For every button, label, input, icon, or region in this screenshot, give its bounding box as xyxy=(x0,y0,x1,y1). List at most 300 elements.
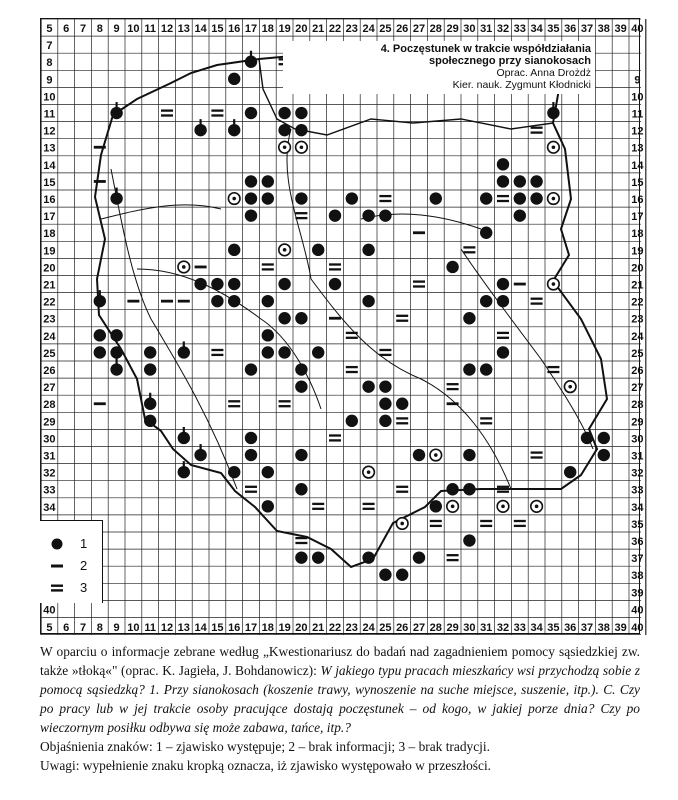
map-author: Oprac. Anna Drożdż xyxy=(496,67,591,79)
marker-eq xyxy=(396,417,408,424)
tick-mark xyxy=(183,341,185,347)
marker-ring xyxy=(548,278,560,290)
col-label-top: 12 xyxy=(160,23,174,35)
dot-icon xyxy=(396,398,408,410)
col-label-top: 30 xyxy=(463,23,476,35)
col-label-top: 13 xyxy=(177,23,190,35)
dot-icon xyxy=(312,244,324,256)
dot-icon xyxy=(194,124,206,136)
caption-remarks: Uwagi: wypełnienie znaku kropką oznacza, iż zjawisko występowało w przeszłości. xyxy=(40,758,492,773)
double-dash-icon xyxy=(396,417,408,419)
marker-eq xyxy=(363,503,375,510)
row-label-left: 30 xyxy=(43,433,56,446)
double-dash-icon xyxy=(346,366,358,368)
row-label-right: 36 xyxy=(631,536,644,548)
row-label-left: 26 xyxy=(43,365,56,377)
col-label-top: 14 xyxy=(194,23,207,35)
marker-dot xyxy=(262,500,274,512)
dot-icon xyxy=(362,244,374,256)
col-label-top: 22 xyxy=(328,23,342,35)
ring-center-dot xyxy=(501,505,505,509)
dot-icon xyxy=(379,209,391,221)
col-label-top: 7 xyxy=(79,23,87,35)
marker-dot xyxy=(446,261,458,273)
marker-dot xyxy=(245,175,257,187)
col-label-bottom: 34 xyxy=(530,622,543,634)
marker-eq xyxy=(396,486,408,493)
marker-ring xyxy=(564,381,576,393)
col-label-top: 37 xyxy=(580,23,594,35)
row-label-right: 26 xyxy=(631,365,644,377)
col-label-bottom: 33 xyxy=(513,622,526,634)
marker-eq xyxy=(228,400,240,407)
marker-dot xyxy=(362,295,374,307)
double-dash-icon xyxy=(531,298,543,300)
tick-mark xyxy=(183,461,185,467)
caption-intro: W oparciu o informacje zebrane według „Kwestionariusz do badań nad zagadnieniem pomocy sąsiedzkiej zw. także »tłoką«" (oprac. K. Jagieła, J. Bohdanowicz): xyxy=(40,644,640,678)
marker-dot xyxy=(598,449,610,461)
ring-center-dot xyxy=(552,282,556,286)
marker-dot xyxy=(278,312,290,324)
double-dash-icon xyxy=(379,200,391,202)
double-dash-icon xyxy=(295,542,307,544)
ring-center-dot xyxy=(283,145,287,149)
dot-icon xyxy=(178,432,190,444)
dot-icon xyxy=(362,209,374,221)
marker-dash xyxy=(161,300,173,303)
row-label-left: 19 xyxy=(43,245,56,258)
marker-dot xyxy=(362,551,374,563)
dot-icon xyxy=(262,192,274,204)
dash-icon xyxy=(178,300,190,303)
col-label-top: 32 xyxy=(496,23,510,35)
ring-center-dot xyxy=(552,145,556,149)
marker-dot xyxy=(211,278,223,290)
dot-icon xyxy=(262,329,274,341)
tick-mark xyxy=(116,102,118,108)
row-label-right: 18 xyxy=(631,228,644,241)
map-frame xyxy=(40,18,644,634)
marker-dash xyxy=(94,402,106,405)
legend-item-no-info xyxy=(50,557,100,575)
dash-icon xyxy=(94,146,106,149)
marker-dash xyxy=(514,283,526,286)
row-label-left: 21 xyxy=(43,279,56,292)
dot-icon xyxy=(245,449,257,461)
col-label-top: 19 xyxy=(278,23,291,35)
double-dash-icon xyxy=(413,280,425,282)
dot-icon xyxy=(329,209,341,221)
marker-eq xyxy=(329,434,341,441)
marker-dot xyxy=(362,380,374,392)
double-dash-icon xyxy=(430,525,442,527)
row-label-left: 18 xyxy=(43,228,56,241)
marker-eq xyxy=(211,109,223,116)
marker-dot xyxy=(497,278,509,290)
river-warta xyxy=(137,269,321,409)
marker-eq xyxy=(447,554,459,561)
double-dash-icon xyxy=(531,456,543,458)
col-label-top: 24 xyxy=(362,23,375,35)
col-label-bottom: 35 xyxy=(547,622,560,634)
double-dash-icon xyxy=(245,491,257,493)
dot-icon xyxy=(514,192,526,204)
col-label-top: 35 xyxy=(547,23,560,35)
dot-icon xyxy=(497,346,509,358)
marker-dot xyxy=(463,449,475,461)
marker-dot xyxy=(295,107,307,119)
double-dash-icon xyxy=(480,417,492,419)
col-label-top: 34 xyxy=(530,23,543,35)
marker-eq xyxy=(430,520,442,527)
river-oder xyxy=(111,169,237,489)
double-dash-icon xyxy=(480,422,492,424)
col-label-bottom: 29 xyxy=(446,622,459,634)
marker-dot xyxy=(396,569,408,581)
col-label-bottom: 18 xyxy=(261,622,274,634)
row-label-right: 14 xyxy=(631,159,644,172)
dot-icon xyxy=(110,192,122,204)
row-label-left: 31 xyxy=(43,450,56,463)
dot-icon xyxy=(480,227,492,239)
col-label-top: 9 xyxy=(113,23,120,35)
col-label-bottom: 16 xyxy=(228,622,241,634)
marker-dot xyxy=(362,209,374,221)
marker-dash xyxy=(94,180,106,183)
row-label-right: 16 xyxy=(631,194,644,206)
col-label-bottom: 20 xyxy=(295,622,308,634)
dot-icon xyxy=(497,278,509,290)
dot-icon xyxy=(245,363,257,375)
dot-icon xyxy=(228,466,240,478)
dash-icon xyxy=(447,402,459,405)
marker-eq xyxy=(531,127,543,134)
dot-icon xyxy=(278,278,290,290)
ring-center-dot xyxy=(400,522,404,526)
tick-mark xyxy=(116,188,118,194)
dot-icon xyxy=(262,295,274,307)
row-label-left: 23 xyxy=(43,313,56,326)
double-dash-icon xyxy=(497,200,509,202)
double-dash-icon xyxy=(262,268,274,270)
row-label-left: 9 xyxy=(46,74,53,87)
marker-dot xyxy=(379,398,391,410)
double-dash-icon xyxy=(211,354,223,356)
tick-mark xyxy=(200,444,202,450)
marker-dot xyxy=(480,227,492,239)
row-label-left: 34 xyxy=(43,501,56,514)
marker-dash xyxy=(195,266,207,269)
double-dash-icon xyxy=(279,405,291,407)
double-dash-icon xyxy=(497,486,509,488)
row-label-right: 22 xyxy=(631,296,644,309)
map-caption xyxy=(40,642,640,775)
dot-icon xyxy=(514,209,526,221)
dot-icon xyxy=(211,278,223,290)
dot-icon xyxy=(312,346,324,358)
marker-dash xyxy=(94,146,106,149)
col-label-bottom: 22 xyxy=(328,622,342,634)
dot-icon xyxy=(497,175,509,187)
map-title: 4. Poczęstunek w trakcie współdziałania xyxy=(380,43,591,55)
dot-icon xyxy=(413,449,425,461)
double-dash-icon xyxy=(430,520,442,522)
marker-dot xyxy=(514,209,526,221)
dot-icon xyxy=(278,124,290,136)
row-label-left: 14 xyxy=(43,159,56,172)
marker-dot xyxy=(295,124,307,136)
marker-dot xyxy=(228,466,240,478)
row-label-right: 24 xyxy=(631,330,644,343)
marker-dot xyxy=(295,483,307,495)
col-label-top: 23 xyxy=(345,23,358,35)
marker-ring xyxy=(279,141,291,153)
ring-center-dot xyxy=(232,197,236,201)
marker-dot xyxy=(278,124,290,136)
col-label-bottom: 30 xyxy=(463,622,476,634)
col-label-top: 40 xyxy=(631,23,644,35)
double-dash-icon xyxy=(346,337,358,339)
marker-ring xyxy=(363,466,375,478)
caption-legend-explanation: Objaśnienia znaków: 1 – zjawisko występuje; 2 – brak informacji; 3 – brak tradycji. xyxy=(40,739,490,754)
marker-eq xyxy=(329,263,341,270)
marker-eq xyxy=(379,195,391,202)
marker-dot xyxy=(497,295,509,307)
dash-icon xyxy=(329,317,341,320)
dot-icon xyxy=(278,346,290,358)
dash-icon xyxy=(514,283,526,286)
dot-icon xyxy=(245,192,257,204)
dot-icon xyxy=(463,363,475,375)
dash-icon xyxy=(94,402,106,405)
col-label-top: 33 xyxy=(513,23,526,35)
dot-icon xyxy=(396,569,408,581)
row-label-right: 40 xyxy=(631,604,644,617)
col-label-bottom: 24 xyxy=(362,622,375,634)
dot-icon xyxy=(362,380,374,392)
double-dash-icon xyxy=(363,503,375,505)
marker-eq xyxy=(531,451,543,458)
dot-icon xyxy=(245,209,257,221)
caption-paragraph xyxy=(40,642,640,737)
marker-dot xyxy=(228,278,240,290)
col-label-top: 5 xyxy=(46,23,53,35)
row-label-right: 31 xyxy=(631,450,644,463)
dot-icon xyxy=(295,483,307,495)
dot-icon xyxy=(295,124,307,136)
marker-dot xyxy=(295,380,307,392)
row-label-left: 27 xyxy=(43,382,56,395)
col-label-top: 15 xyxy=(211,23,224,35)
marker-dot xyxy=(497,175,509,187)
dot-icon xyxy=(110,107,122,119)
row-label-right: 35 xyxy=(631,518,644,531)
double-dash-icon xyxy=(50,582,66,594)
marker-dot xyxy=(329,278,341,290)
marker-dot xyxy=(530,175,542,187)
col-label-top: 38 xyxy=(597,23,610,35)
double-dash-icon xyxy=(329,268,341,270)
dash-icon xyxy=(413,231,425,234)
row-label-right: 11 xyxy=(631,108,644,121)
ring-center-dot xyxy=(568,385,572,389)
dot-icon xyxy=(463,449,475,461)
marker-dot xyxy=(530,192,542,204)
double-dash-icon xyxy=(413,285,425,287)
dot-icon xyxy=(262,175,274,187)
dot-icon xyxy=(446,483,458,495)
marker-dot xyxy=(262,175,274,187)
dot-icon xyxy=(245,56,257,68)
col-label-top: 6 xyxy=(63,23,70,35)
row-label-right: 9 xyxy=(634,74,641,87)
double-dash-icon xyxy=(463,246,475,248)
dot-icon xyxy=(598,449,610,461)
ring-center-dot xyxy=(283,248,287,252)
row-label-right: 30 xyxy=(631,433,644,446)
double-dash-icon xyxy=(295,537,307,539)
dot-icon xyxy=(312,551,324,563)
dot-icon xyxy=(295,449,307,461)
marker-dot xyxy=(564,466,576,478)
marker-dot xyxy=(295,192,307,204)
dot-icon xyxy=(480,295,492,307)
dot-icon xyxy=(262,466,274,478)
marker-dot xyxy=(245,107,257,119)
marker-dash xyxy=(329,317,341,320)
row-label-left: 33 xyxy=(43,484,56,497)
row-label-left: 40 xyxy=(43,604,56,617)
marker-dot xyxy=(245,363,257,375)
map-title-line2: społecznego przy sianokosach xyxy=(429,55,591,67)
double-dash-icon xyxy=(497,491,509,493)
ring-center-dot xyxy=(300,145,304,149)
double-dash-icon xyxy=(262,263,274,265)
col-label-top: 27 xyxy=(412,23,426,35)
double-dash-icon xyxy=(514,525,526,527)
legend-label: 1 xyxy=(80,536,88,551)
row-label-left: 32 xyxy=(43,467,56,480)
marker-ring xyxy=(178,261,190,273)
col-label-top: 21 xyxy=(312,23,325,35)
row-label-left: 28 xyxy=(43,399,56,412)
col-label-bottom: 19 xyxy=(278,622,291,634)
marker-ring xyxy=(548,141,560,153)
col-label-bottom: 25 xyxy=(379,622,392,634)
marker-dot xyxy=(262,295,274,307)
marker-eq xyxy=(295,537,307,544)
col-label-bottom: 26 xyxy=(396,622,409,634)
marker-dot xyxy=(480,192,492,204)
double-dash-icon xyxy=(531,302,543,304)
double-dash-icon xyxy=(497,195,509,197)
country-border xyxy=(95,55,607,567)
double-dash-icon xyxy=(497,332,509,334)
dot-icon xyxy=(463,483,475,495)
double-dash-icon xyxy=(463,251,475,253)
dot-icon xyxy=(144,415,156,427)
marker-ring xyxy=(279,244,291,256)
legend xyxy=(40,520,103,603)
row-label-right: 21 xyxy=(631,279,644,292)
marker-dash xyxy=(127,300,139,303)
col-label-bottom: 32 xyxy=(496,622,510,634)
marker-eq xyxy=(447,383,459,390)
dot-icon xyxy=(430,192,442,204)
col-label-bottom: 11 xyxy=(144,622,157,634)
marker-eq xyxy=(514,520,526,527)
marker-dot xyxy=(463,483,475,495)
row-label-right: 37 xyxy=(631,553,644,566)
tick-mark xyxy=(552,102,554,108)
marker-dot xyxy=(262,192,274,204)
row-label-left: 13 xyxy=(43,142,56,155)
double-dash-icon xyxy=(295,212,307,214)
marker-eq xyxy=(497,332,509,339)
marker-dot xyxy=(463,534,475,546)
marker-ring xyxy=(228,193,240,205)
dot-icon xyxy=(295,380,307,392)
double-dash-icon xyxy=(497,337,509,339)
dot-icon xyxy=(211,295,223,307)
dot-icon xyxy=(295,107,307,119)
col-label-bottom: 31 xyxy=(480,622,493,634)
col-label-bottom: 10 xyxy=(127,622,140,634)
double-dash-icon xyxy=(531,127,543,129)
col-label-bottom: 17 xyxy=(244,622,258,634)
marker-dot xyxy=(144,415,156,427)
marker-eq xyxy=(547,366,559,373)
marker-dash xyxy=(447,402,459,405)
marker-dot xyxy=(110,329,122,341)
marker-dot xyxy=(245,449,257,461)
double-dash-icon xyxy=(396,422,408,424)
dot-icon xyxy=(262,346,274,358)
double-dash-icon xyxy=(547,366,559,368)
row-label-right: 19 xyxy=(631,245,644,258)
tick-mark xyxy=(99,290,101,296)
col-label-bottom: 23 xyxy=(345,622,358,634)
double-dash-icon xyxy=(396,491,408,493)
col-label-bottom: 39 xyxy=(614,622,627,634)
row-label-left: 15 xyxy=(43,176,56,189)
col-label-top: 20 xyxy=(295,23,308,35)
marker-ring xyxy=(497,501,509,513)
marker-dot xyxy=(396,398,408,410)
marker-ring xyxy=(447,501,459,513)
col-label-bottom: 28 xyxy=(429,622,442,634)
marker-dot xyxy=(430,192,442,204)
marker-dot xyxy=(581,432,593,444)
grid-map xyxy=(41,19,644,635)
ring-center-dot xyxy=(182,265,186,269)
marker-dot xyxy=(262,466,274,478)
col-label-top: 36 xyxy=(564,23,577,35)
marker-dot xyxy=(413,551,425,563)
marker-dot xyxy=(228,73,240,85)
dot-icon xyxy=(379,398,391,410)
col-label-bottom: 5 xyxy=(46,622,53,634)
dot-icon xyxy=(178,346,190,358)
marker-ring xyxy=(531,501,543,513)
marker-dot xyxy=(194,278,206,290)
double-dash-icon xyxy=(396,486,408,488)
row-label-right: 10 xyxy=(631,91,644,104)
dash-icon xyxy=(161,300,173,303)
double-dash-icon xyxy=(531,131,543,133)
dot-icon xyxy=(110,363,122,375)
col-label-bottom: 12 xyxy=(160,622,174,634)
